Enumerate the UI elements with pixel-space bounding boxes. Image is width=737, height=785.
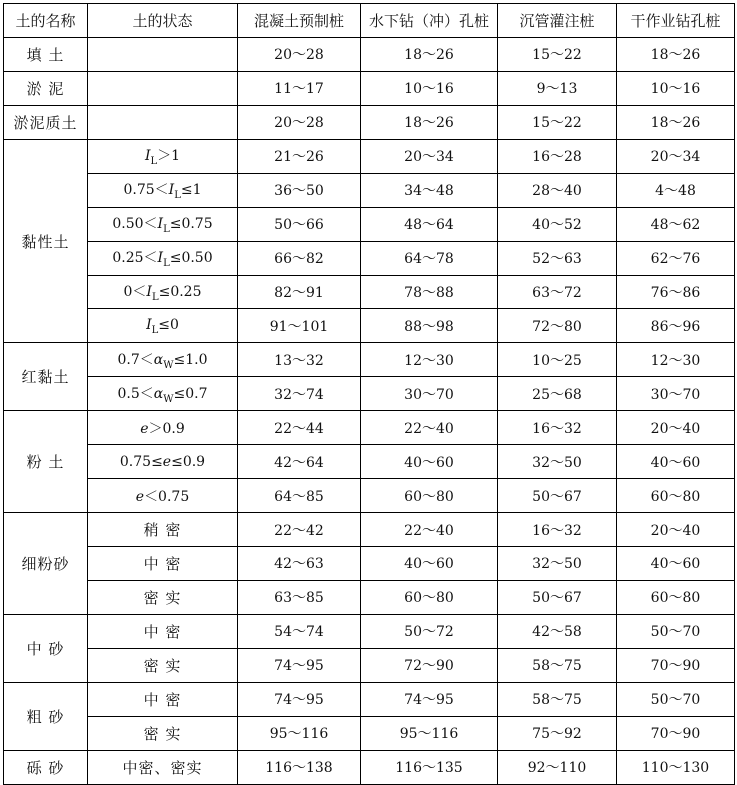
table-row	[4, 173, 735, 207]
header-underwater-bored-pile: 水下钻（冲）孔桩	[361, 4, 498, 38]
value-cell: 40～60	[617, 547, 735, 581]
soil-state-cell: 中 密	[88, 682, 238, 716]
value-cell: 42～64	[238, 445, 361, 479]
table-row	[4, 139, 735, 173]
soil-state-cell: 中 密	[88, 547, 238, 581]
table-row	[4, 614, 735, 648]
soil-state-cell: 密 实	[88, 716, 238, 750]
table-row	[4, 343, 735, 377]
table-row	[4, 513, 735, 547]
table-row	[4, 445, 735, 479]
value-cell: 12～30	[361, 343, 498, 377]
value-cell: 72～80	[498, 309, 617, 343]
soil-state-cell	[88, 105, 238, 139]
value-cell: 34～48	[361, 173, 498, 207]
value-cell: 64～85	[238, 479, 361, 513]
value-cell: 50～67	[498, 580, 617, 614]
value-cell: 16～32	[498, 513, 617, 547]
value-cell: 22～42	[238, 513, 361, 547]
value-cell: 48～62	[617, 207, 735, 241]
value-cell: 20～34	[617, 139, 735, 173]
value-cell: 18～26	[361, 37, 498, 71]
soil-name-cell: 粉 土	[4, 411, 88, 513]
table-row	[4, 275, 735, 309]
table-row	[4, 105, 735, 139]
value-cell: 12～30	[617, 343, 735, 377]
value-cell: 86～96	[617, 309, 735, 343]
soil-name-cell: 黏性土	[4, 139, 88, 343]
value-cell: 42～58	[498, 614, 617, 648]
value-cell: 62～76	[617, 241, 735, 275]
value-cell: 60～80	[361, 479, 498, 513]
value-cell: 28～40	[498, 173, 617, 207]
soil-state-cell: $I_L\le 0$	[88, 309, 238, 343]
value-cell: 25～68	[498, 377, 617, 411]
soil-state-cell: e＜0.75	[88, 479, 238, 513]
soil-state-cell: 密 实	[88, 580, 238, 614]
value-cell: 20～28	[238, 105, 361, 139]
pile-friction-table	[3, 3, 735, 785]
value-cell: 20～28	[238, 37, 361, 71]
value-cell: 60～80	[617, 479, 735, 513]
soil-name-cell: 填 土	[4, 37, 88, 71]
value-cell: 74～95	[361, 682, 498, 716]
value-cell: 60～80	[617, 580, 735, 614]
value-cell: 95～116	[238, 716, 361, 750]
value-cell: 22～40	[361, 411, 498, 445]
soil-state-cell: $0<I_L\le 0.25$	[88, 275, 238, 309]
table-row	[4, 71, 735, 105]
table-row	[4, 309, 735, 343]
soil-state-cell: $0.25<I_L\le 0.50$	[88, 241, 238, 275]
table-row	[4, 580, 735, 614]
value-cell: 74～95	[238, 682, 361, 716]
value-cell: 18～26	[617, 105, 735, 139]
value-cell: 58～75	[498, 648, 617, 682]
soil-name-cell: 砾 砂	[4, 750, 88, 784]
value-cell: 54～74	[238, 614, 361, 648]
value-cell: 10～25	[498, 343, 617, 377]
value-cell: 32～50	[498, 547, 617, 581]
value-cell: 30～70	[361, 377, 498, 411]
soil-state-cell: 0.75≤e≤0.9	[88, 445, 238, 479]
value-cell: 32～74	[238, 377, 361, 411]
value-cell: 82～91	[238, 275, 361, 309]
value-cell: 4～48	[617, 173, 735, 207]
value-cell: 78～88	[361, 275, 498, 309]
value-cell: 13～32	[238, 343, 361, 377]
value-cell: 88～98	[361, 309, 498, 343]
value-cell: 22～44	[238, 411, 361, 445]
value-cell: 36～50	[238, 173, 361, 207]
soil-state-cell: $0.75<I_L\le 1$	[88, 173, 238, 207]
table-row	[4, 750, 735, 784]
value-cell: 66～82	[238, 241, 361, 275]
value-cell: 16～32	[498, 411, 617, 445]
value-cell: 76～86	[617, 275, 735, 309]
value-cell: 64～78	[361, 241, 498, 275]
soil-name-cell: 中 砂	[4, 614, 88, 682]
value-cell: 92～110	[498, 750, 617, 784]
table-row	[4, 682, 735, 716]
soil-state-cell: $I_L>1$	[88, 139, 238, 173]
value-cell: 116～138	[238, 750, 361, 784]
table-row	[4, 207, 735, 241]
table-row	[4, 479, 735, 513]
value-cell: 63～72	[498, 275, 617, 309]
value-cell: 110～130	[617, 750, 735, 784]
value-cell: 40～60	[361, 547, 498, 581]
header-row	[4, 4, 735, 38]
value-cell: 95～116	[361, 716, 498, 750]
table-row	[4, 37, 735, 71]
value-cell: 18～26	[617, 37, 735, 71]
value-cell: 18～26	[361, 105, 498, 139]
value-cell: 70～90	[617, 648, 735, 682]
value-cell: 48～64	[361, 207, 498, 241]
soil-name-cell: 细粉砂	[4, 513, 88, 615]
soil-name-cell: 淤泥质土	[4, 105, 88, 139]
value-cell: 20～34	[361, 139, 498, 173]
soil-state-cell: 稍 密	[88, 513, 238, 547]
value-cell: 72～90	[361, 648, 498, 682]
value-cell: 74～95	[238, 648, 361, 682]
value-cell: 9～13	[498, 71, 617, 105]
value-cell: 75～92	[498, 716, 617, 750]
value-cell: 50～70	[617, 614, 735, 648]
soil-state-cell: $0.50<I_L\le 0.75$	[88, 207, 238, 241]
value-cell: 91～101	[238, 309, 361, 343]
value-cell: 52～63	[498, 241, 617, 275]
value-cell: 20～40	[617, 411, 735, 445]
soil-state-cell: $0.7<\alpha_W\le 1.0$	[88, 343, 238, 377]
value-cell: 10～16	[361, 71, 498, 105]
header-soil-name: 土的名称	[4, 4, 88, 38]
table-row	[4, 716, 735, 750]
soil-name-cell: 红黏土	[4, 343, 88, 411]
header-soil-state: 土的状态	[88, 4, 238, 38]
value-cell: 20～40	[617, 513, 735, 547]
soil-state-cell: 密 实	[88, 648, 238, 682]
value-cell: 116～135	[361, 750, 498, 784]
value-cell: 50～66	[238, 207, 361, 241]
soil-state-cell: $0.5<\alpha_W\le 0.7$	[88, 377, 238, 411]
value-cell: 11～17	[238, 71, 361, 105]
soil-name-cell: 淤 泥	[4, 71, 88, 105]
table-row	[4, 547, 735, 581]
value-cell: 16～28	[498, 139, 617, 173]
value-cell: 40～52	[498, 207, 617, 241]
value-cell: 30～70	[617, 377, 735, 411]
table-row	[4, 648, 735, 682]
value-cell: 10～16	[617, 71, 735, 105]
header-precast-pile: 混凝土预制桩	[238, 4, 361, 38]
value-cell: 50～72	[361, 614, 498, 648]
value-cell: 42～63	[238, 547, 361, 581]
value-cell: 32～50	[498, 445, 617, 479]
value-cell: 22～40	[361, 513, 498, 547]
value-cell: 15～22	[498, 105, 617, 139]
table-row	[4, 377, 735, 411]
soil-state-cell: e＞0.9	[88, 411, 238, 445]
table-body	[4, 4, 735, 785]
value-cell: 58～75	[498, 682, 617, 716]
value-cell: 60～80	[361, 580, 498, 614]
value-cell: 40～60	[617, 445, 735, 479]
soil-state-cell: 中 密	[88, 614, 238, 648]
header-sunk-cast-pile: 沉管灌注桩	[498, 4, 617, 38]
soil-state-cell: 中密、密实	[88, 750, 238, 784]
soil-name-cell: 粗 砂	[4, 682, 88, 750]
value-cell: 40～60	[361, 445, 498, 479]
value-cell: 50～70	[617, 682, 735, 716]
value-cell: 63～85	[238, 580, 361, 614]
header-dry-bored-pile: 干作业钻孔桩	[617, 4, 735, 38]
soil-state-cell	[88, 37, 238, 71]
value-cell: 70～90	[617, 716, 735, 750]
value-cell: 15～22	[498, 37, 617, 71]
table-row	[4, 241, 735, 275]
table-row	[4, 411, 735, 445]
soil-state-cell	[88, 71, 238, 105]
value-cell: 50～67	[498, 479, 617, 513]
value-cell: 21～26	[238, 139, 361, 173]
